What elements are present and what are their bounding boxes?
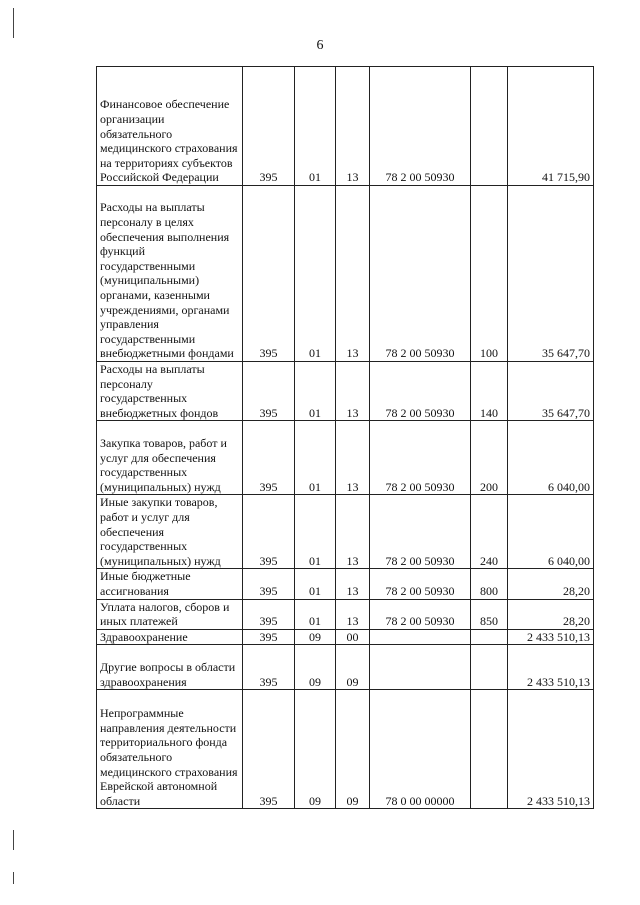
row-name: Иные бюджетные ассигнования xyxy=(97,569,243,599)
row-target-article: 78 2 00 50930 xyxy=(370,67,471,186)
scan-margin-mark xyxy=(13,872,14,884)
row-section: 09 xyxy=(295,645,336,690)
row-amount: 2 433 510,13 xyxy=(508,645,594,690)
scan-margin-mark xyxy=(13,8,14,38)
row-target-article: 78 0 00 00000 xyxy=(370,690,471,809)
row-grbs: 395 xyxy=(243,495,295,569)
table-row xyxy=(97,362,594,421)
table-row xyxy=(97,645,594,690)
row-section: 01 xyxy=(295,67,336,186)
row-grbs: 395 xyxy=(243,186,295,362)
row-section: 01 xyxy=(295,599,336,629)
row-section: 01 xyxy=(295,495,336,569)
row-expense-type: 140 xyxy=(471,362,508,421)
row-section: 01 xyxy=(295,186,336,362)
row-subsection: 09 xyxy=(336,690,370,809)
row-grbs: 395 xyxy=(243,67,295,186)
table-row xyxy=(97,67,594,186)
row-subsection: 13 xyxy=(336,362,370,421)
row-target-article: 78 2 00 50930 xyxy=(370,186,471,362)
row-expense-type xyxy=(471,629,508,645)
table-row xyxy=(97,186,594,362)
row-grbs: 395 xyxy=(243,421,295,495)
row-amount: 41 715,90 xyxy=(508,67,594,186)
row-subsection: 13 xyxy=(336,186,370,362)
row-expense-type xyxy=(471,645,508,690)
row-target-article: 78 2 00 50930 xyxy=(370,569,471,599)
row-amount: 28,20 xyxy=(508,599,594,629)
row-amount: 2 433 510,13 xyxy=(508,629,594,645)
row-name: Непрограммные направления деятельности территориального фонда обязательного медицинского страхования Еврейской автономной области xyxy=(97,690,243,809)
row-name: Здравоохранение xyxy=(97,629,243,645)
row-name: Иные закупки товаров, работ и услуг для обеспечения государственных (муниципальных) нужд xyxy=(97,495,243,569)
row-expense-type xyxy=(471,67,508,186)
row-target-article: 78 2 00 50930 xyxy=(370,599,471,629)
scan-margin-mark xyxy=(13,830,14,850)
row-name: Финансовое обеспечение организации обязательного медицинского страхования на территориях субъектов Российской Федерации xyxy=(97,67,243,186)
table-row xyxy=(97,421,594,495)
row-amount: 6 040,00 xyxy=(508,495,594,569)
row-section: 09 xyxy=(295,629,336,645)
table-row xyxy=(97,495,594,569)
row-grbs: 395 xyxy=(243,569,295,599)
row-subsection: 00 xyxy=(336,629,370,645)
row-section: 01 xyxy=(295,421,336,495)
row-amount: 6 040,00 xyxy=(508,421,594,495)
row-expense-type: 100 xyxy=(471,186,508,362)
row-expense-type: 200 xyxy=(471,421,508,495)
row-expense-type xyxy=(471,690,508,809)
row-subsection: 13 xyxy=(336,67,370,186)
row-subsection: 13 xyxy=(336,569,370,599)
row-subsection: 13 xyxy=(336,495,370,569)
table-row xyxy=(97,629,594,645)
row-section: 01 xyxy=(295,362,336,421)
row-name: Уплата налогов, сборов и иных платежей xyxy=(97,599,243,629)
table-row xyxy=(97,569,594,599)
row-subsection: 13 xyxy=(336,421,370,495)
row-grbs: 395 xyxy=(243,362,295,421)
row-target-article xyxy=(370,629,471,645)
row-amount: 35 647,70 xyxy=(508,362,594,421)
row-grbs: 395 xyxy=(243,690,295,809)
table-row xyxy=(97,599,594,629)
row-target-article: 78 2 00 50930 xyxy=(370,495,471,569)
row-expense-type: 240 xyxy=(471,495,508,569)
row-grbs: 395 xyxy=(243,645,295,690)
row-target-article xyxy=(370,645,471,690)
row-amount: 35 647,70 xyxy=(508,186,594,362)
table-row xyxy=(97,690,594,809)
row-target-article: 78 2 00 50930 xyxy=(370,421,471,495)
row-target-article: 78 2 00 50930 xyxy=(370,362,471,421)
row-subsection: 13 xyxy=(336,599,370,629)
row-subsection: 09 xyxy=(336,645,370,690)
row-grbs: 395 xyxy=(243,599,295,629)
budget-table xyxy=(96,66,594,809)
row-expense-type: 850 xyxy=(471,599,508,629)
row-name: Расходы на выплаты персоналу в целях обеспечения выполнения функций государственными (муниципальными) органами, казенными учреждениями, органами управления государственными внебюджетными фондами xyxy=(97,186,243,362)
row-amount: 2 433 510,13 xyxy=(508,690,594,809)
row-section: 01 xyxy=(295,569,336,599)
row-amount: 28,20 xyxy=(508,569,594,599)
row-section: 09 xyxy=(295,690,336,809)
row-expense-type: 800 xyxy=(471,569,508,599)
row-name: Расходы на выплаты персоналу государственных внебюджетных фондов xyxy=(97,362,243,421)
page-number: 6 xyxy=(316,38,324,53)
row-name: Другие вопросы в области здравоохранения xyxy=(97,645,243,690)
row-grbs: 395 xyxy=(243,629,295,645)
row-name: Закупка товаров, работ и услуг для обеспечения государственных (муниципальных) нужд xyxy=(97,421,243,495)
